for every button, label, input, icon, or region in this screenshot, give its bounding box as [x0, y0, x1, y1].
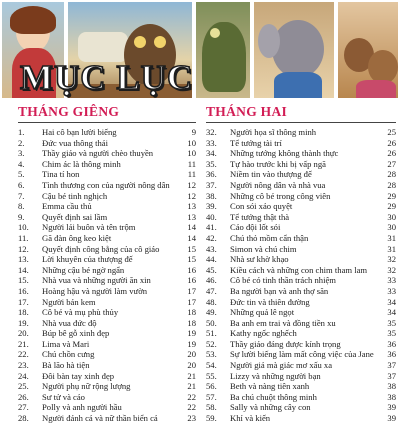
toc-entry[interactable] — [206, 212, 396, 223]
toc-entry[interactable] — [18, 371, 196, 382]
toc-entry-number: 44. — [206, 254, 217, 265]
toc-entry-title: Quyết định sai lầm — [42, 211, 108, 222]
toc-entry-number: 45. — [206, 264, 217, 275]
toc-entry-page: 26 — [387, 148, 396, 159]
toc-entry-number: 16. — [18, 285, 29, 296]
toc-entry-number: 54. — [206, 360, 217, 371]
toc-entry-number: 3. — [18, 148, 25, 159]
toc-entry-number: 38. — [206, 190, 217, 201]
toc-entry[interactable] — [18, 349, 196, 360]
toc-entry-page: 28 — [387, 179, 396, 190]
toc-entry[interactable] — [206, 180, 396, 191]
toc-entry-page: 20 — [187, 349, 196, 360]
toc-entry-title: Người giả mà giác mơ xấu xa — [230, 360, 333, 371]
toc-entry-number: 12. — [18, 243, 29, 254]
toc-entry-page: 15 — [187, 243, 196, 254]
toc-entry[interactable] — [206, 360, 396, 371]
toc-entry-page: 16 — [187, 275, 196, 286]
toc-entry[interactable] — [206, 244, 396, 255]
toc-entry-page: 32 — [387, 264, 396, 275]
toc-entry-page: 37 — [387, 370, 396, 381]
toc-entry-page: 36 — [387, 338, 396, 349]
toc-entry[interactable] — [18, 297, 196, 308]
toc-entry[interactable] — [18, 222, 196, 233]
toc-entry-number: 23. — [18, 360, 29, 371]
illustration-panel-elephant — [252, 0, 336, 100]
toc-entry[interactable] — [206, 201, 396, 212]
toc-entry[interactable] — [18, 180, 196, 191]
toc-entry-page: 25 — [387, 127, 396, 137]
toc-entry-number: 7. — [18, 190, 25, 201]
toc-entry-number: 4. — [18, 158, 25, 169]
toc-entry-number: 22. — [18, 349, 29, 360]
cover-illustration-banner — [0, 0, 400, 100]
toc-entry-title: Người nông dân và nhà vua — [230, 179, 326, 190]
toc-entry-title: Cáo đội lốt sói — [230, 222, 281, 233]
toc-entry-page: 21 — [187, 381, 196, 392]
toc-entry-title: Niềm tin vào thượng đế — [230, 169, 312, 180]
toc-entry-title: Hoàng hậu và người làm vườn — [42, 285, 148, 296]
toc-entry-number: 35. — [206, 158, 217, 169]
toc-entry[interactable] — [206, 191, 396, 202]
toc-entry-number: 34. — [206, 148, 217, 159]
toc-entry[interactable] — [18, 159, 196, 170]
toc-entry-number: 36. — [206, 169, 217, 180]
toc-entry-title: Tình thương con của người nông dân — [42, 179, 170, 190]
toc-entry-number: 50. — [206, 317, 217, 328]
toc-entry-title: Sally và những cây con — [230, 402, 311, 413]
toc-entry[interactable] — [18, 286, 196, 297]
toc-entry[interactable] — [18, 148, 196, 159]
toc-entry-number: 59. — [206, 413, 217, 424]
toc-entry-title: Tina tí hon — [42, 169, 80, 180]
toc-entry-page: 22 — [187, 391, 196, 402]
toc-entry-title: Những cậu bé ngờ ngẩn — [42, 264, 125, 275]
toc-entry-page: 31 — [387, 232, 396, 243]
toc-entry[interactable] — [206, 402, 396, 413]
toc-entry-number: 15. — [18, 275, 29, 286]
toc-entry[interactable] — [206, 392, 396, 403]
toc-entry[interactable] — [18, 127, 196, 138]
toc-entry-title: Những cô bé trong công viên — [230, 190, 331, 201]
toc-entry-number: 32. — [206, 127, 217, 137]
toc-entry-title: Hai cô bạn lười biếng — [42, 127, 117, 137]
toc-entry-number: 57. — [206, 391, 217, 402]
toc-entry-title: Đức tin và thiên đường — [230, 296, 310, 307]
toc-entry-number: 28. — [18, 413, 29, 424]
toc-entry-number: 52. — [206, 338, 217, 349]
toc-entry-page: 18 — [187, 317, 196, 328]
toc-entry-page: 33 — [387, 285, 396, 296]
toc-entry-title: Thầy giáo và người chèo thuyền — [42, 148, 154, 159]
toc-entry[interactable] — [18, 275, 196, 286]
toc-entry-number: 51. — [206, 328, 217, 339]
toc-entry-number: 8. — [18, 201, 25, 212]
toc-entry-title: Cô bé có tinh thần trách nhiệm — [230, 275, 336, 286]
toc-entry-page: 39 — [387, 402, 396, 413]
toc-entry-page: 37 — [387, 360, 396, 371]
month-divider — [206, 122, 396, 123]
toc-entry[interactable] — [206, 159, 396, 170]
toc-entry-number: 14. — [18, 264, 29, 275]
toc-entry-number: 42. — [206, 232, 217, 243]
toc-entry-title: Lizzy và những người bạn — [230, 370, 321, 381]
toc-entry-title: Người phụ nữ rộng lượng — [42, 381, 131, 392]
toc-entry[interactable] — [206, 339, 396, 350]
toc-entry-number: 49. — [206, 307, 217, 318]
toc-entry-page: 16 — [187, 264, 196, 275]
toc-entry[interactable] — [206, 328, 396, 339]
toc-entry-title: Khỉ và kiến — [230, 413, 271, 424]
toc-entry[interactable] — [18, 233, 196, 244]
toc-entry-page: 31 — [387, 243, 396, 254]
toc-entry-title: Ba anh em trai và đồng tiền xu — [230, 317, 336, 328]
toc-entry-title: Bà lão hà tiện — [42, 360, 90, 371]
toc-entry-number: 56. — [206, 381, 217, 392]
toc-entry-title: Cậu bé tinh nghịch — [42, 190, 108, 201]
toc-entry-title: Người bán kem — [42, 296, 96, 307]
toc-entry[interactable] — [206, 222, 396, 233]
toc-entry-page: 18 — [187, 307, 196, 318]
toc-entry[interactable] — [206, 265, 396, 276]
toc-entry[interactable] — [206, 286, 396, 297]
toc-entry-number: 41. — [206, 222, 217, 233]
toc-entry-page: 11 — [187, 158, 196, 169]
toc-entry-number: 37. — [206, 179, 217, 190]
toc-entry[interactable] — [206, 138, 396, 149]
toc-entry[interactable] — [206, 169, 396, 180]
toc-entry-title: Sư tử và cáo — [42, 391, 85, 402]
toc-entry[interactable] — [18, 254, 196, 265]
toc-entry-number: 33. — [206, 137, 217, 148]
toc-entry[interactable] — [206, 127, 396, 138]
toc-entry-page: 29 — [387, 201, 396, 212]
toc-entry-number: 6. — [18, 179, 25, 190]
toc-entry-page: 13 — [187, 201, 196, 212]
illustration-panel-monkeys — [336, 0, 400, 100]
toc-entry-title: Tể tướng tài trí — [230, 137, 282, 148]
toc-entry-title: Polly và anh người hầu — [42, 402, 122, 413]
toc-entry-page: 10 — [187, 148, 196, 159]
toc-entry[interactable] — [18, 138, 196, 149]
toc-entry-page: 12 — [187, 179, 196, 190]
toc-entry-list — [206, 127, 396, 424]
month-heading: THÁNG GIÊNG — [18, 104, 120, 119]
toc-entry-title: Chim ác là thông minh — [42, 158, 121, 169]
toc-entry[interactable] — [18, 402, 196, 413]
toc-entry-number: 26. — [18, 391, 29, 402]
toc-entry-title: Ba người bạn và anh thợ săn — [230, 285, 329, 296]
toc-entry-number: 53. — [206, 349, 217, 360]
toc-entry[interactable] — [18, 307, 196, 318]
toc-entry-page: 12 — [187, 190, 196, 201]
toc-entry[interactable] — [18, 381, 196, 392]
toc-entry-number: 2. — [18, 137, 25, 148]
toc-entry-page: 39 — [387, 413, 396, 424]
toc-entry-title: Người lái buôn và tên trộm — [42, 222, 136, 233]
toc-entry-page: 38 — [387, 391, 396, 402]
toc-entry-title: Tự hào trước khi bị vấp ngã — [230, 158, 326, 169]
toc-entry-title: Đức vua thông thái — [42, 137, 108, 148]
toc-entry-title: Kiều cách và những con chim tham lam — [230, 264, 368, 275]
toc-entry[interactable] — [18, 212, 196, 223]
toc-entry-number: 9. — [18, 211, 25, 222]
toc-entry-number: 19. — [18, 317, 29, 328]
toc-entry-page: 20 — [187, 360, 196, 371]
toc-entry-number: 25. — [18, 381, 29, 392]
toc-entry-page: 23 — [187, 413, 196, 424]
toc-entry[interactable] — [206, 318, 396, 329]
toc-entry-page: 35 — [387, 328, 396, 339]
toc-entry-title: Tể tướng thật thà — [230, 211, 290, 222]
toc-entry-page: 11 — [187, 169, 196, 180]
toc-entry-title: Người họa sĩ thông minh — [230, 127, 317, 137]
toc-entry-list — [18, 127, 196, 424]
toc-entry-number: 55. — [206, 370, 217, 381]
toc-entry[interactable] — [18, 191, 196, 202]
toc-entry-title: Sự lười biếng làm mất công việc của Jane — [230, 349, 374, 360]
toc-entry-page: 30 — [387, 222, 396, 233]
toc-entry[interactable] — [206, 254, 396, 265]
toc-entry-page: 26 — [387, 137, 396, 148]
toc-entry-page: 19 — [187, 328, 196, 339]
toc-column-month-1 — [18, 104, 196, 424]
toc-entry[interactable] — [206, 148, 396, 159]
toc-entry-page: 21 — [187, 370, 196, 381]
toc-entry-page: 34 — [387, 296, 396, 307]
toc-entry-page: 36 — [387, 349, 396, 360]
toc-entry-page: 10 — [187, 137, 196, 148]
toc-entry[interactable] — [206, 233, 396, 244]
toc-entry[interactable] — [18, 169, 196, 180]
toc-entry[interactable] — [18, 339, 196, 350]
toc-entry-title: Kathy ngốc nghếch — [230, 328, 297, 339]
toc-entry-title: Đôi bàn tay xinh đẹp — [42, 370, 115, 381]
toc-entry-title: Lima và Mari — [42, 338, 90, 349]
toc-entry-title: Con sói xảo quyệt — [230, 201, 293, 212]
toc-column-month-2 — [206, 104, 396, 424]
toc-entry-page: 13 — [187, 211, 196, 222]
toc-entry-page: 14 — [187, 222, 196, 233]
toc-entry-number: 1. — [18, 127, 25, 137]
toc-entry-page: 29 — [387, 190, 396, 201]
toc-entry-number: 20. — [18, 328, 29, 339]
toc-entry-number: 43. — [206, 243, 217, 254]
toc-entry-page: 14 — [187, 232, 196, 243]
toc-entry-page: 34 — [387, 307, 396, 318]
toc-entry-page: 32 — [387, 254, 396, 265]
toc-entry[interactable] — [206, 381, 396, 392]
toc-entry[interactable] — [18, 201, 196, 212]
toc-entry[interactable] — [206, 349, 396, 360]
toc-entry[interactable] — [18, 392, 196, 403]
illustration-panel-frog — [194, 0, 252, 100]
toc-entry-number: 27. — [18, 402, 29, 413]
toc-entry[interactable] — [18, 328, 196, 339]
toc-entry-number: 11. — [18, 232, 29, 243]
toc-entry-title: Nhà sư khờ khạo — [230, 254, 289, 265]
toc-entry-number: 10. — [18, 222, 29, 233]
toc-entry[interactable] — [18, 244, 196, 255]
toc-entry-title: Simon và chú chim — [230, 243, 297, 254]
toc-entry-page: 27 — [387, 158, 396, 169]
toc-entry[interactable] — [206, 275, 396, 286]
toc-entry[interactable] — [206, 371, 396, 382]
toc-entry-title: Thầy giáo đáng được kính trọng — [230, 338, 341, 349]
toc-entry-title: Cô bé và mụ phù thủy — [42, 307, 119, 318]
toc-entry-page: 19 — [187, 338, 196, 349]
toc-entry-number: 13. — [18, 254, 29, 265]
toc-entry-page: 17 — [187, 285, 196, 296]
toc-entry-number: 46. — [206, 275, 217, 286]
toc-entry-number: 48. — [206, 296, 217, 307]
toc-entry-title: Ba chú chuột thông minh — [230, 391, 317, 402]
toc-entry-title: Beth và nàng tiên xanh — [230, 381, 310, 392]
toc-entry-number: 21. — [18, 338, 29, 349]
toc-entry-page: 33 — [387, 275, 396, 286]
toc-entry-title: Lời khuyên của thượng đế — [42, 254, 133, 265]
page-title: MỤC LỤC — [20, 58, 194, 97]
toc-entry-title: Những quả lê ngọt — [230, 307, 295, 318]
toc-entry-page: 9 — [191, 127, 196, 137]
toc-entry-number: 18. — [18, 307, 29, 318]
toc-entry-number: 40. — [206, 211, 217, 222]
toc-entry[interactable] — [18, 318, 196, 329]
month-heading: THÁNG HAI — [206, 104, 288, 119]
toc-entry[interactable] — [18, 265, 196, 276]
toc-entry-title: Người đánh cá và nữ thần biển cả — [42, 413, 158, 424]
toc-entry-page: 38 — [387, 381, 396, 392]
toc-entry-title: Nhà vua và những người ăn xin — [42, 275, 151, 286]
toc-entry-number: 17. — [18, 296, 29, 307]
toc-entry-title: Emma cầu thủ — [42, 201, 92, 212]
toc-entry-title: Nhà vua đức độ — [42, 317, 97, 328]
toc-entry-page: 35 — [387, 317, 396, 328]
toc-entry-page: 15 — [187, 254, 196, 265]
toc-entry-title: Quyết định công bằng của cô giáo — [42, 243, 160, 254]
toc-entry-number: 58. — [206, 402, 217, 413]
month-divider — [18, 122, 196, 123]
toc-entry-page: 17 — [187, 296, 196, 307]
toc-entry-number: 24. — [18, 370, 29, 381]
toc-entry-title: Búp bê gỗ xinh đẹp — [42, 328, 110, 339]
toc-entry[interactable] — [18, 413, 196, 424]
toc-entry[interactable] — [206, 413, 396, 424]
toc-entry-title: Chú thỏ mồm cẩn thận — [230, 232, 309, 243]
toc-entry-number: 5. — [18, 169, 25, 180]
toc-entry[interactable] — [206, 307, 396, 318]
toc-entry-page: 22 — [187, 402, 196, 413]
toc-entry-title: Chú chồn cưng — [42, 349, 95, 360]
toc-entry[interactable] — [18, 360, 196, 371]
toc-entry-title: Gã đàn ông keo kiệt — [42, 232, 112, 243]
toc-entry-page: 30 — [387, 211, 396, 222]
toc-entry-page: 28 — [387, 169, 396, 180]
toc-entry-number: 39. — [206, 201, 217, 212]
toc-entry-number: 47. — [206, 285, 217, 296]
toc-entry-title: Những tướng không thành thực — [230, 148, 339, 159]
toc-entry[interactable] — [206, 297, 396, 308]
